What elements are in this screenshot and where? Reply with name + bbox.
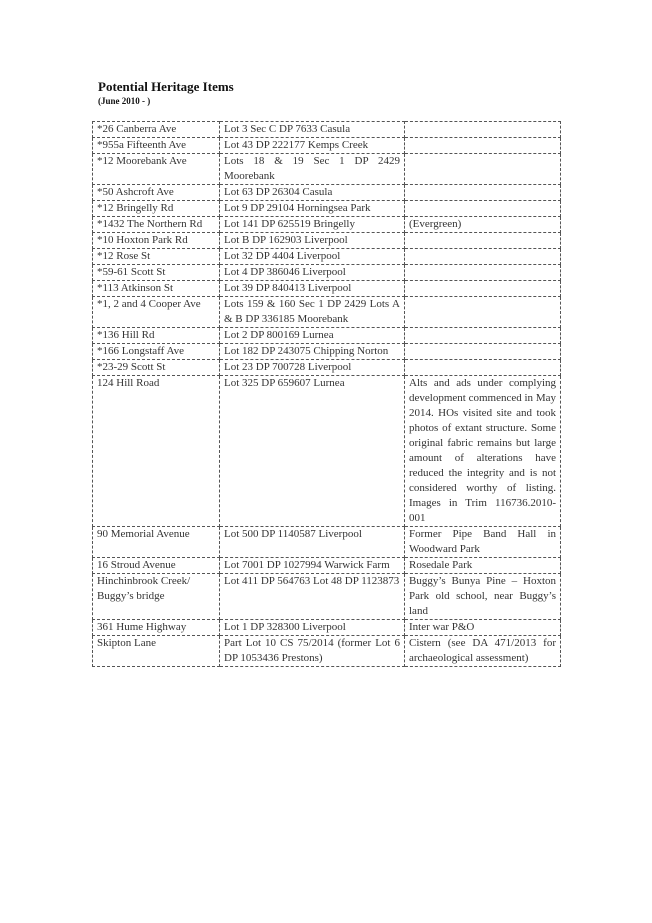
address-cell: 16 Stroud Avenue [93, 558, 220, 574]
lot-cell: Lot 182 DP 243075 Chipping Norton [220, 344, 405, 360]
notes-cell [405, 122, 561, 138]
lot-cell: Part Lot 10 CS 75/2014 (former Lot 6 DP 1053436 Prestons) [220, 636, 405, 667]
address-cell: *136 Hill Rd [93, 328, 220, 344]
notes-cell [405, 249, 561, 265]
lot-cell: Lot 39 DP 840413 Liverpool [220, 281, 405, 297]
address-cell: *1432 The Northern Rd [93, 217, 220, 233]
notes-cell: Inter war P&O [405, 620, 561, 636]
table-row [93, 376, 561, 527]
notes-cell [405, 344, 561, 360]
lot-cell: Lots 18 & 19 Sec 1 DP 2429 Moorebank [220, 154, 405, 185]
address-cell: 361 Hume Highway [93, 620, 220, 636]
lot-cell: Lot 63 DP 26304 Casula [220, 185, 405, 201]
table-row [93, 344, 561, 360]
address-cell: *10 Hoxton Park Rd [93, 233, 220, 249]
notes-cell [405, 233, 561, 249]
address-cell: Hinchinbrook Creek/ Buggy’s bridge [93, 574, 220, 620]
table-row [93, 249, 561, 265]
address-cell: *166 Longstaff Ave [93, 344, 220, 360]
table-row [93, 574, 561, 620]
table-row [93, 265, 561, 281]
table-row [93, 122, 561, 138]
address-cell: *113 Atkinson St [93, 281, 220, 297]
notes-cell [405, 201, 561, 217]
address-cell: *23-29 Scott St [93, 360, 220, 376]
lot-cell: Lot 9 DP 29104 Horningsea Park [220, 201, 405, 217]
address-cell: *1, 2 and 4 Cooper Ave [93, 297, 220, 328]
lot-cell: Lot B DP 162903 Liverpool [220, 233, 405, 249]
notes-cell [405, 328, 561, 344]
table-row [93, 138, 561, 154]
notes-cell [405, 185, 561, 201]
table-row [93, 233, 561, 249]
table-row [93, 297, 561, 328]
table-row [93, 154, 561, 185]
address-cell: *12 Bringelly Rd [93, 201, 220, 217]
address-cell: *26 Canberra Ave [93, 122, 220, 138]
notes-cell [405, 297, 561, 328]
page-subtitle: (June 2010 - ) [98, 96, 151, 106]
lot-cell: Lot 141 DP 625519 Bringelly [220, 217, 405, 233]
table-row [93, 558, 561, 574]
notes-cell: Alts and ads under complying development commenced in May 2014. HOs visited site and took photos of extant structure. Some original fabric remains but large amount of alterations have reduced the integrity and is not considered worthy of listing. Images in Trim 116736.2010-001 [405, 376, 561, 527]
table-row [93, 360, 561, 376]
notes-cell: Buggy’s Bunya Pine – Hoxton Park old school, near Buggy’s land [405, 574, 561, 620]
table-row [93, 636, 561, 667]
address-cell: *12 Moorebank Ave [93, 154, 220, 185]
table-row [93, 217, 561, 233]
table-row [93, 201, 561, 217]
lot-cell: Lot 2 DP 800169 Lurnea [220, 328, 405, 344]
lot-cell: Lot 32 DP 4404 Liverpool [220, 249, 405, 265]
lot-cell: Lot 3 Sec C DP 7633 Casula [220, 122, 405, 138]
lot-cell: Lot 23 DP 700728 Liverpool [220, 360, 405, 376]
notes-cell [405, 154, 561, 185]
notes-cell: Cistern (see DA 471/2013 for archaeological assessment) [405, 636, 561, 667]
notes-cell: (Evergreen) [405, 217, 561, 233]
address-cell: *50 Ashcroft Ave [93, 185, 220, 201]
address-cell: Skipton Lane [93, 636, 220, 667]
lot-cell: Lot 43 DP 222177 Kemps Creek [220, 138, 405, 154]
lot-cell: Lots 159 & 160 Sec 1 DP 2429 Lots A & B DP 336185 Moorebank [220, 297, 405, 328]
table-row [93, 185, 561, 201]
heritage-items-table [92, 121, 561, 667]
address-cell: *59-61 Scott St [93, 265, 220, 281]
notes-cell [405, 138, 561, 154]
notes-cell: Rosedale Park [405, 558, 561, 574]
lot-cell: Lot 1 DP 328300 Liverpool [220, 620, 405, 636]
notes-cell [405, 265, 561, 281]
notes-cell [405, 281, 561, 297]
address-cell: 90 Memorial Avenue [93, 527, 220, 558]
lot-cell: Lot 7001 DP 1027994 Warwick Farm [220, 558, 405, 574]
table-row [93, 527, 561, 558]
table-row [93, 281, 561, 297]
address-cell: *955a Fifteenth Ave [93, 138, 220, 154]
lot-cell: Lot 500 DP 1140587 Liverpool [220, 527, 405, 558]
notes-cell [405, 360, 561, 376]
lot-cell: Lot 411 DP 564763 Lot 48 DP 1123873 [220, 574, 405, 620]
lot-cell: Lot 325 DP 659607 Lurnea [220, 376, 405, 527]
lot-cell: Lot 4 DP 386046 Liverpool [220, 265, 405, 281]
address-cell: 124 Hill Road [93, 376, 220, 527]
address-cell: *12 Rose St [93, 249, 220, 265]
notes-cell: Former Pipe Band Hall in Woodward Park [405, 527, 561, 558]
table-row [93, 620, 561, 636]
table-row [93, 328, 561, 344]
page-title: Potential Heritage Items [98, 79, 234, 94]
